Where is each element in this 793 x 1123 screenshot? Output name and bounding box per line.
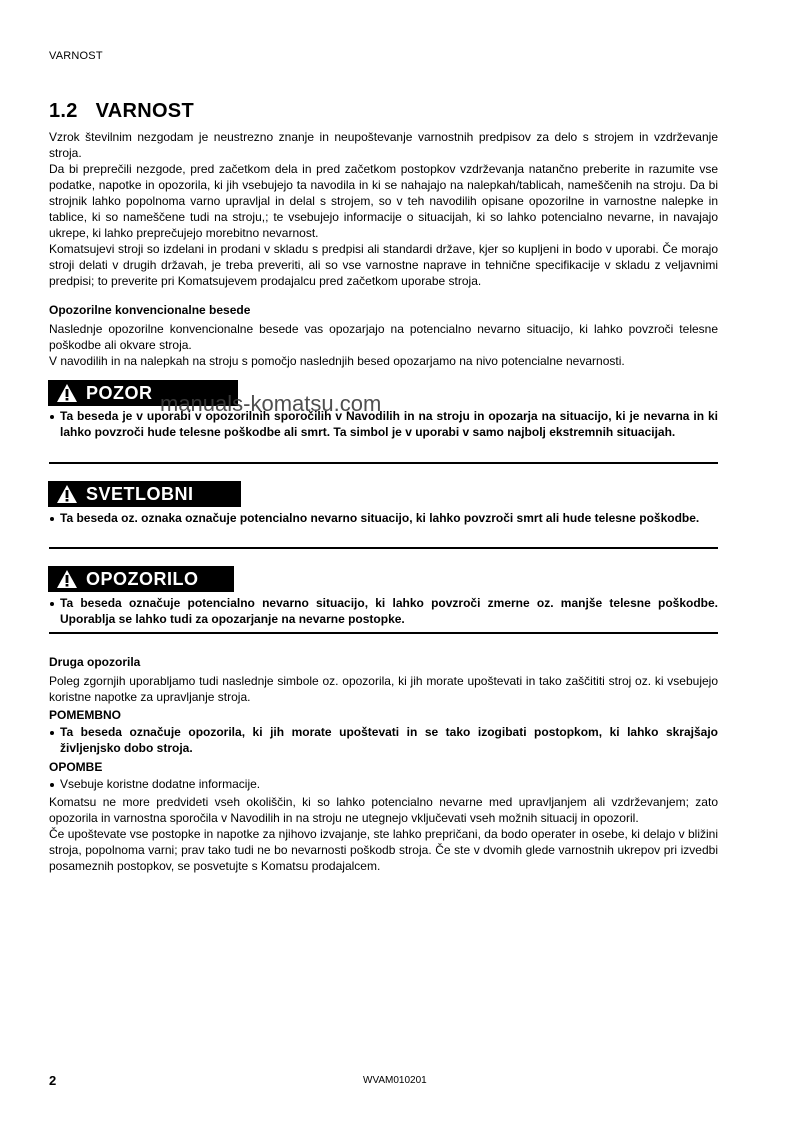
important-label: POMEMBNO [49, 708, 121, 722]
subheading-signal-words: Opozorilne konvencionalne besede [49, 303, 251, 317]
notes-description: Vsebuje koristne dodatne informacije. [49, 776, 718, 792]
warning-label-text: OPOZORILO [86, 568, 199, 589]
paragraph: Komatsujevi stroji so izdelani in prodani v skladu s predpisi ali standardi države, kjer so kupljeni in bodo v uporabi. Če morajo stroji delati v drugih državah, je treba preveriti, ali so vse varnostne naprave in tehnične specifikacije v skladu z veljavnimi predpisi; to preverite pri Komatsujevem prodajalcu pred začetkom uporabe stroja. [49, 242, 718, 288]
warning-description: Ta beseda oz. oznaka označuje potencialno nevarno situacijo, ki lahko povzroči smrt ali hude telesne poškodbe. [49, 510, 718, 526]
divider [49, 632, 718, 634]
paragraph: Da bi preprečili nezgode, pred začetkom dela in pred začetkom postopkov vzdrževanja natančno preberite in razumite vse podatke, napotke in opozorila, ki jih vsebujejo ta navodila in ki se nahajajo na nalepkah/tablicah, nameščenih na stroju. Da bi strojnik lahko popolnoma varno upravljal in delal s strojem, so v teh navodilih opisane opozorilne in varnostne nalepke in tablice, ki so nameščene tudi na stroju,; te vsebujejo informacije o situacijah, ki so lahko potencialno nevarne, in navajajo ukrepe, ki lahko preprečujejo morebitno nevarnost. [49, 162, 718, 240]
section-number: 1.2 [49, 100, 78, 122]
divider [49, 462, 718, 464]
warning-triangle-icon [56, 484, 78, 504]
warning-label-opozorilo [48, 566, 234, 592]
warning-label-text: POZOR [86, 382, 153, 403]
notes-label: OPOMBE [49, 760, 103, 774]
warning-label-svetlobni [48, 481, 241, 507]
paragraph: Naslednje opozorilne konvencionalne besede vas opozarjajo na potencialno nevarno situacijo, ki lahko povzroči telesne poškodbe ali okvare stroja. [49, 322, 718, 352]
subheading-other-warnings: Druga opozorila [49, 655, 141, 669]
document-code: WVAM010201 [363, 1075, 427, 1086]
paragraph: V navodilih in na nalepkah na stroju s pomočjo naslednjih besed opozarjamo na nivo potencialne nevarnosti. [49, 354, 625, 368]
warning-description: Ta beseda je v uporabi v opozorilnih sporočilih v Navodilih in na stroju in opozarja na situacijo, ki je nevarna in ki lahko povzroči hude telesne poškodbe ali smrt. Ta simbol je v uporabi v samo najbolj ekstremnih situacijah. [49, 408, 718, 440]
page-number: 2 [49, 1073, 57, 1088]
other-warnings-intro: Poleg zgornjih uporabljamo tudi naslednje simbole oz. opozorila, ki jih morate upoštevati in tako zaščititi stroj oz. ki vsebujejo koristne napotke za upravljanje stroja. [49, 674, 718, 704]
watermark: manuals-komatsu.com [160, 391, 382, 416]
warning-description: Ta beseda označuje potencialno nevarno situacijo, ki lahko povzroči zmerne oz. manjše telesne poškodbe. Uporablja se lahko tudi za opozarjanje na nevarne postopke. [49, 595, 718, 627]
paragraph: Če upoštevate vse postopke in napotke za njihovo izvajanje, ste lahko prepričani, da bodo operater in osebe, ki delajo v bližini stroja, popolnoma varni; prav tako tudi ne bo nevarnosti poškodb stroja. Če ste v dvomih glede varnostnih ukrepov pri izvedbi posameznih postopkov, se posvetujte s Komatsu prodajalcem. [49, 827, 718, 873]
divider [49, 547, 718, 549]
closing-text [49, 794, 718, 874]
warning-label-pozor [48, 380, 238, 406]
warning-triangle-icon [56, 383, 78, 403]
intro-text [49, 129, 718, 289]
section-title-text: VARNOST [95, 100, 194, 122]
section-title [49, 100, 194, 123]
warning-triangle-icon [56, 569, 78, 589]
signal-words-text [49, 321, 718, 369]
important-description: Ta beseda označuje opozorila, ki jih morate upoštevati in se tako izogibati postopkom, ki lahko skrajšajo življenjsko dobo stroja. [49, 724, 718, 756]
running-header: VARNOST [49, 50, 103, 62]
paragraph: Komatsu ne more predvideti vseh okoliščin, ki so lahko potencialno nevarne med upravljanjem ali vzdrževanjem; zato opozorila in varnostna sporočila v Navodilih in na stroju ne utegnejo vključevati vseh možnih situacij in opozoril. [49, 795, 718, 825]
paragraph: Vzrok številnim nezgodam je neustrezno znanje in neupoštevanje varnostnih predpisov za delo s strojem in vzdrževanje stroja. [49, 130, 718, 160]
warning-label-text: SVETLOBNI [86, 483, 194, 504]
